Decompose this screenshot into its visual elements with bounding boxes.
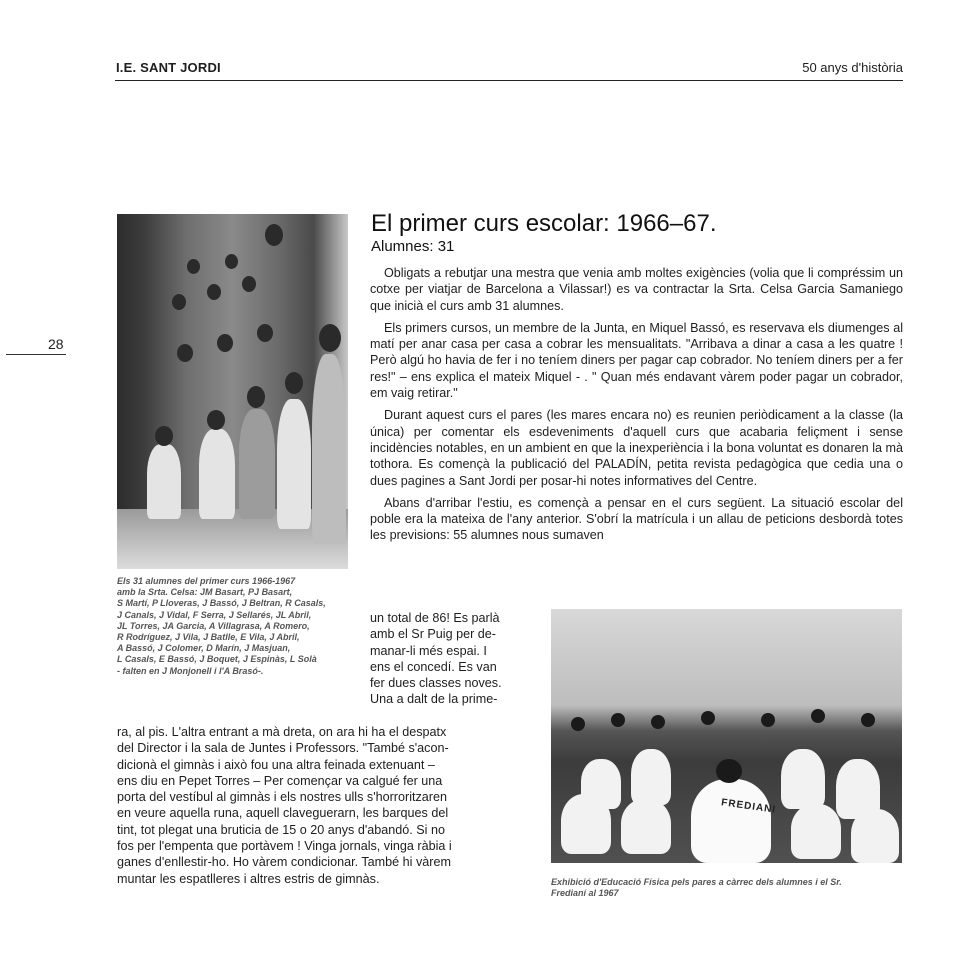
article-paragraph: Durant aquest curs el pares (les mares encara no) es reunien periòdicament a la classe (la única) per comentar els esdeveniments d'aquell curs que acabaria feliçment i sense incidències notables, en un ambient en que la inexperiència i la bona voluntat es donaren la mà tothora. Es començà la publicació del PALADÍN, petita revista pedagògica que cedia una o dues pagines a Sant Jordi per posar-hi notes informatives del Centre. (370, 408, 903, 488)
photo-child-figure (199, 429, 235, 519)
gym-exhibition-photo (551, 609, 902, 863)
photo-child-head (247, 386, 265, 408)
photo-spectator-head (761, 713, 775, 727)
article-line: fer dues classes noves. (370, 676, 502, 691)
article-line: amb el Sr Puig per de- (370, 627, 496, 642)
caption-line: R Rodríguez, J Vila, J Batlle, E Vila, J Abril, (117, 632, 300, 643)
photo-adult-head (265, 224, 283, 246)
photo-student-figure (631, 749, 671, 805)
photo-child-head (217, 334, 233, 352)
photo-student-figure (791, 804, 841, 859)
caption-line: - falten en J Monjonell i l'A Brasó-. (117, 665, 264, 676)
photo-child-figure (239, 409, 275, 519)
article-narrow-column (370, 610, 540, 708)
article-title: El primer curs escolar: 1966–67. (371, 210, 717, 237)
photo-teacher-figure (312, 354, 346, 544)
photo-spectator-head (651, 715, 665, 729)
article-line: ens el concedí. Es van (370, 659, 497, 674)
photo-child-head (225, 254, 238, 269)
photo-spectator-head (571, 717, 585, 731)
article-body (370, 265, 903, 544)
caption-line: J Canals, J Vidal, F Serra, J Sellarés, JL Abril, (117, 609, 312, 620)
photo-child-head (285, 372, 303, 394)
caption-line: Fredianí al 1967 (551, 888, 619, 899)
photo-instructor-figure (691, 779, 771, 863)
caption-line: Exhibició d'Educació Física pels pares a càrrec dels alumnes i el Sr. (551, 877, 842, 887)
article-line: ganes d'enllestir-ho. Ho vàrem condicionar. També hi vàrem (117, 855, 451, 870)
photo-child-head (177, 344, 193, 362)
article-line: Una a dalt de la prime- (370, 692, 498, 707)
photo-spectator-head (811, 709, 825, 723)
photo-child-head (207, 284, 221, 300)
photo-child-head (187, 259, 200, 274)
article-line: manar-li més espai. I (370, 643, 487, 658)
article-line: porta del vestíbul al gimnàs i els nostres ulls s'horroritzaren (117, 790, 447, 805)
header-school-name: I.E. SANT JORDI (116, 60, 221, 75)
caption-line: Els 31 alumnes del primer curs 1966-1967 (117, 576, 296, 586)
class-photo (117, 214, 348, 569)
caption-line: L Casals, E Bassó, J Boquet, J Espinàs, L Solà (117, 654, 317, 665)
caption-line: amb la Srta. Celsa: JM Basart, PJ Basart, (117, 587, 293, 598)
photo-spectator-head (861, 713, 875, 727)
article-line: fos per l'empenta que portàvem ! Vinga jornals, vinga ràbia i (117, 839, 452, 854)
caption-line: S Martí, P Lloveras, J Bassó, J Beltran, R Casals, (117, 598, 326, 609)
article-wide-column (117, 724, 537, 887)
article-paragraph: Obligats a rebutjar una mestra que venia amb moltes exigències (volia que li compréssim un cotxe per viatjar de Barcelona a Vilassar!) es va contractar la Srta. Celsa Garcia Samaniego que inicià el curs amb 31 alumnes. (370, 266, 903, 313)
article-line: tint, tot plegat una bruticia de 15 o 20 anys d'abandó. Si no (117, 822, 445, 837)
article-line: dicionà el gimnàs i això fou una altra feinada extenuant – (117, 757, 435, 772)
page-number-rule (6, 354, 66, 355)
photo-student-figure (851, 809, 899, 863)
header-subtitle: 50 anys d'història (802, 60, 903, 75)
article-line: ra, al pis. L'altra entrant a mà dreta, on ara hi ha el despatx (117, 725, 447, 739)
class-photo-caption (117, 576, 349, 677)
photo-child-head (155, 426, 173, 446)
photo-child-figure (277, 399, 311, 529)
article-line: del Director i la sala de Juntes i Professors. "També s'acon- (117, 741, 449, 756)
article-paragraph: Abans d'arribar l'estiu, es començà a pensar en el curs següent. La situació escolar del poble era la mateixa de l'any anterior. S'obrí la matrícula i un allau de peticions desbordà totes les previsions: 55 alumnes nous sumaven (370, 495, 903, 543)
photo-child-figure (147, 444, 181, 519)
caption-line: A Bassó, J Colomer, D Marín, J Masjuan, (117, 643, 291, 654)
article-line: en veure aquella runa, aquell claveguerarn, les barques del (117, 806, 449, 821)
caption-line: JL Torres, JA Garcia, A Villagrasa, A Romero, (117, 620, 310, 631)
photo-student-figure (621, 799, 671, 854)
gym-photo-caption (551, 877, 903, 899)
photo-student-figure (781, 749, 825, 809)
article-line: ens diu en Pepet Torres – Per començar va calgué fer una (117, 773, 443, 788)
photo-student-figure (561, 794, 611, 854)
photo-child-head (257, 324, 273, 342)
photo-shirt-lettering: FREDIANI (720, 797, 777, 816)
photo-instructor-head (716, 759, 742, 783)
article-line: muntar les espatlleres i altres estris de gimnàs. (117, 871, 380, 886)
photo-spectator-head (611, 713, 625, 727)
page-number: 28 (48, 336, 64, 352)
article-line: un total de 86! Es parlà (370, 611, 500, 625)
photo-child-head (207, 410, 225, 430)
photo-child-head (242, 276, 256, 292)
photo-teacher-head (319, 324, 341, 352)
article-paragraph: Els primers cursos, un membre de la Junta, en Miquel Bassó, es reservava els diumenges al matí per anar casa per casa a cobrar les mensualitats. "Arribava a dinar a casa a les quatre ! Però algú ho havia de fer i no teníem diners per pagar cap cobrador. No teníem diners per a fer res!" – ens explica el mateix Miquel - . " Quan més endavant vàrem poder pagar un cobrador, em vaig retirar." (370, 320, 903, 401)
photo-spectator-head (701, 711, 715, 725)
photo-child-head (172, 294, 186, 310)
header-rule (115, 80, 903, 81)
article-students-count: Alumnes: 31 (371, 238, 455, 255)
